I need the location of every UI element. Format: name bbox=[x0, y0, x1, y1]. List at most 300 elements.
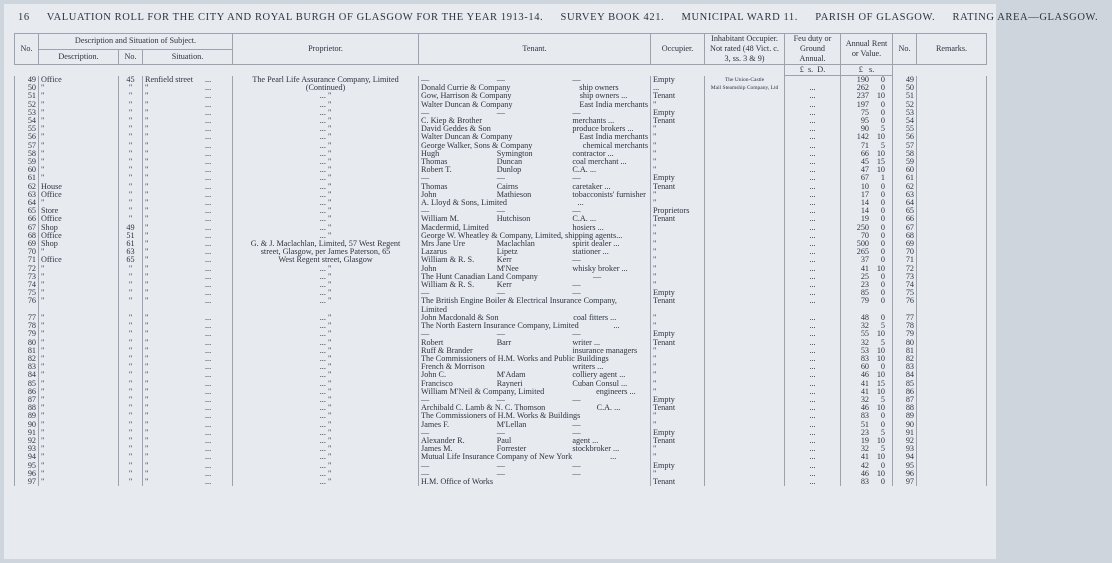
col-feu: Feu duty or Ground Annual. bbox=[785, 34, 841, 65]
row-number: 49 bbox=[15, 76, 39, 85]
row-proprietor: ... " bbox=[233, 207, 419, 215]
row-inhabitant bbox=[705, 289, 785, 297]
row-remarks bbox=[917, 142, 987, 150]
row-inhabitant bbox=[705, 306, 785, 314]
row-description: " bbox=[39, 142, 119, 150]
tenant-t3: — bbox=[572, 255, 581, 265]
row-proprietor: The Pearl Life Assurance Company, Limited bbox=[233, 76, 419, 85]
row-inhabitant bbox=[705, 330, 785, 338]
row-number: 69 bbox=[15, 240, 39, 248]
col-no: No. bbox=[15, 34, 39, 65]
col-proprietor: Proprietor. bbox=[233, 34, 419, 65]
row-proprietor: ... " bbox=[233, 404, 419, 412]
situation-text: " bbox=[145, 222, 149, 232]
row-proprietor: ... " bbox=[233, 339, 419, 347]
situation-dots: ... bbox=[205, 214, 212, 224]
situation-text: " bbox=[145, 239, 149, 249]
tenant-t3: — bbox=[572, 288, 581, 298]
row-remarks bbox=[917, 297, 987, 305]
row-description: " bbox=[39, 273, 119, 281]
rent-pounds: 71 bbox=[860, 140, 870, 150]
tenant-t3: whisky broker ... bbox=[572, 263, 628, 273]
row-remarks bbox=[917, 224, 987, 232]
situation-dots: ... bbox=[205, 296, 212, 306]
row-situation bbox=[143, 84, 233, 92]
row-remarks bbox=[917, 199, 987, 207]
row-description: Office bbox=[39, 191, 119, 199]
row-feu: ... bbox=[785, 84, 841, 92]
situation-dots: ... bbox=[205, 353, 212, 363]
tenant-t1: Hugh bbox=[421, 148, 440, 158]
row-number-right: 75 bbox=[893, 289, 917, 297]
tenant-t3: — bbox=[572, 74, 581, 84]
rent-shillings: 0 bbox=[880, 198, 886, 208]
row-situation bbox=[143, 240, 233, 248]
row-remarks bbox=[917, 240, 987, 248]
survey-book: SURVEY BOOK 421. bbox=[560, 12, 665, 23]
row-feu: ... bbox=[785, 462, 841, 470]
row-proprietor: ... " bbox=[233, 388, 419, 396]
tenant-t1: Mrs Jane Ure bbox=[421, 239, 466, 249]
table-row bbox=[15, 117, 987, 125]
row-situation bbox=[143, 232, 233, 240]
row-feu: ... bbox=[785, 207, 841, 215]
row-number: 87 bbox=[15, 396, 39, 404]
situation-dots: ... bbox=[205, 427, 212, 437]
row-street-number: " bbox=[119, 445, 143, 453]
tenant-t1: George Walker, Sons & Company bbox=[421, 140, 533, 150]
row-number-right: 74 bbox=[893, 281, 917, 289]
row-occupier: " bbox=[651, 240, 705, 248]
row-description: " bbox=[39, 363, 119, 371]
situation-dots: ... bbox=[205, 181, 212, 191]
row-number: 85 bbox=[15, 380, 39, 388]
row-inhabitant bbox=[705, 281, 785, 289]
row-description: " bbox=[39, 462, 119, 470]
row-description: " bbox=[39, 199, 119, 207]
tenant-t1: Macdermid, Limited bbox=[421, 222, 489, 232]
situation-text: " bbox=[145, 132, 149, 142]
row-proprietor: ... " bbox=[233, 470, 419, 478]
row-description: " bbox=[39, 371, 119, 379]
row-remarks bbox=[917, 445, 987, 453]
situation-dots: ... bbox=[205, 222, 212, 232]
row-description: " bbox=[39, 289, 119, 297]
row-situation bbox=[143, 101, 233, 109]
tenant-t1: The Commissioners of H.M. Works and Public Buildings bbox=[421, 353, 609, 363]
row-feu: ... bbox=[785, 297, 841, 305]
row-proprietor: ... " bbox=[233, 445, 419, 453]
row-remarks bbox=[917, 84, 987, 92]
tenant-t2: M'Adam bbox=[496, 370, 526, 380]
tenant-t1: James F. bbox=[421, 419, 450, 429]
row-proprietor: ... " bbox=[233, 330, 419, 338]
tenant-t1: Limited bbox=[421, 304, 447, 314]
rent-pounds: 47 bbox=[860, 165, 870, 175]
row-situation bbox=[143, 429, 233, 437]
situation-text: " bbox=[145, 198, 149, 208]
row-situation bbox=[143, 273, 233, 281]
row-occupier: " bbox=[651, 363, 705, 371]
row-situation bbox=[143, 92, 233, 100]
row-occupier: " bbox=[651, 158, 705, 166]
col-inhabitant: Inhabitant Occupier. Not rated (48 Vict. c. 3, ss. 3 & 9) bbox=[705, 34, 785, 65]
row-feu: ... bbox=[785, 330, 841, 338]
tenant-t2: Kerr bbox=[496, 255, 512, 265]
row-occupier: Empty bbox=[651, 289, 705, 297]
row-remarks bbox=[917, 166, 987, 174]
tenant-t3 bbox=[614, 412, 648, 420]
situation-text: " bbox=[145, 107, 149, 117]
row-number: 96 bbox=[15, 470, 39, 478]
row-remarks bbox=[917, 453, 987, 461]
row-tenant bbox=[419, 174, 651, 182]
row-proprietor: ... " bbox=[233, 347, 419, 355]
tenant-t3 bbox=[632, 297, 648, 305]
row-number: 61 bbox=[15, 174, 39, 182]
row-description: Shop bbox=[39, 224, 119, 232]
row-inhabitant bbox=[705, 297, 785, 305]
tenant-t3: — bbox=[572, 427, 581, 437]
row-street-number: " bbox=[119, 412, 143, 420]
row-proprietor: ... " bbox=[233, 380, 419, 388]
row-inhabitant bbox=[705, 421, 785, 429]
row-situation bbox=[143, 478, 233, 486]
row-proprietor: ... " bbox=[233, 273, 419, 281]
rent-shillings: 10 bbox=[876, 329, 886, 339]
row-description: " bbox=[39, 158, 119, 166]
situation-text: " bbox=[145, 165, 149, 175]
row-feu: ... bbox=[785, 232, 841, 240]
rent-pounds: 262 bbox=[856, 83, 870, 93]
row-tenant bbox=[419, 388, 651, 396]
row-number: 63 bbox=[15, 191, 39, 199]
row-number-right: 85 bbox=[893, 380, 917, 388]
situation-dots: ... bbox=[205, 444, 212, 454]
situation-text: " bbox=[145, 452, 149, 462]
situation-text: " bbox=[145, 230, 149, 240]
row-occupier: Tenant bbox=[651, 92, 705, 100]
tenant-t1: John bbox=[421, 189, 437, 199]
rent-pounds: 53 bbox=[860, 345, 870, 355]
row-proprietor: ... " bbox=[233, 453, 419, 461]
situation-dots: ... bbox=[205, 157, 212, 167]
row-number: 60 bbox=[15, 166, 39, 174]
row-inhabitant bbox=[705, 437, 785, 445]
row-remarks bbox=[917, 183, 987, 191]
situation-text: " bbox=[145, 312, 149, 322]
table-row bbox=[15, 355, 987, 363]
tenant-t2: Lipetz bbox=[496, 247, 518, 257]
row-occupier: Tenant bbox=[651, 183, 705, 191]
row-description: " bbox=[39, 437, 119, 445]
tenant-t3: stockbroker ... bbox=[572, 444, 620, 454]
rent-pounds: 66 bbox=[860, 148, 870, 158]
row-occupier: Tenant bbox=[651, 404, 705, 412]
tenant-t3: tobacconists' furnisher bbox=[572, 189, 646, 199]
tenant-t3: merchants ... bbox=[572, 116, 615, 126]
row-proprietor: ... " bbox=[233, 133, 419, 141]
tenant-t3: — bbox=[572, 329, 581, 339]
col-rent: Annual Rent or Value. bbox=[841, 34, 893, 65]
table-row bbox=[15, 215, 987, 223]
row-feu: ... bbox=[785, 355, 841, 363]
row-occupier: Tenant bbox=[651, 478, 705, 486]
tenant-t1: The Commissioners of H.M. Works & Buildings bbox=[421, 411, 581, 421]
row-occupier: " bbox=[651, 224, 705, 232]
row-street-number: " bbox=[119, 478, 143, 486]
tenant-t2: Barr bbox=[496, 337, 512, 347]
tenant-t1: John Macdonald & Son bbox=[421, 312, 499, 322]
table-row bbox=[15, 470, 987, 478]
row-feu: ... bbox=[785, 347, 841, 355]
situation-text: " bbox=[145, 427, 149, 437]
row-number-right: 92 bbox=[893, 437, 917, 445]
tenant-t1: — bbox=[421, 394, 430, 404]
rent-pounds: 19 bbox=[860, 214, 870, 224]
situation-dots: ... bbox=[205, 452, 212, 462]
row-proprietor: ... " bbox=[233, 314, 419, 322]
row-occupier: " bbox=[651, 166, 705, 174]
rent-pounds: 41 bbox=[860, 378, 870, 388]
row-situation bbox=[143, 158, 233, 166]
situation-text: " bbox=[145, 468, 149, 478]
row-occupier: Tenant bbox=[651, 437, 705, 445]
situation-dots: ... bbox=[205, 280, 212, 290]
tenant-t3: ship owners bbox=[579, 83, 619, 93]
situation-text: " bbox=[145, 255, 149, 265]
row-inhabitant bbox=[705, 117, 785, 125]
row-number: 64 bbox=[15, 199, 39, 207]
row-remarks bbox=[917, 347, 987, 355]
rent-pounds: 83 bbox=[860, 353, 870, 363]
rent-pounds: 23 bbox=[860, 427, 870, 437]
row-occupier: " bbox=[651, 265, 705, 273]
row-inhabitant bbox=[705, 412, 785, 420]
tenant-t1: H.M. Office of Works bbox=[421, 476, 494, 486]
row-street-number: 63 bbox=[119, 248, 143, 256]
rent-shillings: 1 bbox=[880, 173, 886, 183]
row-description: " bbox=[39, 314, 119, 322]
row-street-number: 61 bbox=[119, 240, 143, 248]
rent-shillings: 10 bbox=[876, 403, 886, 413]
row-feu: ... bbox=[785, 371, 841, 379]
tenant-t3: — bbox=[572, 206, 581, 216]
row-occupier: " bbox=[651, 314, 705, 322]
page-header bbox=[18, 12, 1099, 23]
row-proprietor: ... " bbox=[233, 142, 419, 150]
situation-text: " bbox=[145, 362, 149, 372]
row-occupier bbox=[651, 306, 705, 314]
row-proprietor: ... " bbox=[233, 265, 419, 273]
rating-area: RATING AREA—GLASGOW. bbox=[952, 12, 1099, 23]
rent-pounds: 14 bbox=[860, 198, 870, 208]
row-street-number: " bbox=[119, 142, 143, 150]
row-number: 78 bbox=[15, 322, 39, 330]
row-number: 92 bbox=[15, 437, 39, 445]
rent-shillings: 0 bbox=[880, 312, 886, 322]
row-street-number: " bbox=[119, 363, 143, 371]
row-remarks bbox=[917, 437, 987, 445]
rent-pounds: 237 bbox=[856, 91, 870, 101]
tenant-t1: Thomas bbox=[421, 157, 448, 167]
tenant-t2: — bbox=[496, 288, 505, 298]
row-number-right: 84 bbox=[893, 371, 917, 379]
row-number: 86 bbox=[15, 388, 39, 396]
row-tenant bbox=[419, 421, 651, 429]
row-situation bbox=[143, 174, 233, 182]
row-description: " bbox=[39, 265, 119, 273]
rent-pounds: 85 bbox=[860, 288, 870, 298]
tenant-t1: Alexander R. bbox=[421, 435, 465, 445]
situation-text: " bbox=[145, 444, 149, 454]
row-description: " bbox=[39, 92, 119, 100]
row-situation bbox=[143, 166, 233, 174]
row-tenant bbox=[419, 281, 651, 289]
row-remarks bbox=[917, 388, 987, 396]
tenant-t1: — bbox=[421, 460, 430, 470]
situation-dots: ... bbox=[205, 411, 212, 421]
row-tenant bbox=[419, 478, 651, 486]
row-situation bbox=[143, 306, 233, 314]
tenant-t2 bbox=[609, 355, 629, 363]
situation-text: " bbox=[145, 280, 149, 290]
row-street-number: " bbox=[119, 355, 143, 363]
situation-dots: ... bbox=[205, 321, 212, 331]
row-remarks bbox=[917, 470, 987, 478]
row-feu: ... bbox=[785, 404, 841, 412]
situation-text: " bbox=[145, 411, 149, 421]
row-number-right: 60 bbox=[893, 166, 917, 174]
tenant-t3: spirit dealer ... bbox=[572, 239, 620, 249]
tenant-t2 bbox=[497, 478, 573, 486]
row-proprietor: ... " bbox=[233, 355, 419, 363]
row-occupier: Empty bbox=[651, 396, 705, 404]
row-number: 58 bbox=[15, 150, 39, 158]
rent-shillings: 10 bbox=[876, 148, 886, 158]
row-number: 88 bbox=[15, 404, 39, 412]
row-number: 97 bbox=[15, 478, 39, 486]
row-feu: ... bbox=[785, 166, 841, 174]
rent-shillings: 5 bbox=[880, 337, 886, 347]
row-description: Office bbox=[39, 215, 119, 223]
tenant-t1: French & Morrison bbox=[421, 362, 485, 372]
row-situation bbox=[143, 404, 233, 412]
row-number-right: 94 bbox=[893, 453, 917, 461]
row-feu: ... bbox=[785, 388, 841, 396]
row-feu: ... bbox=[785, 248, 841, 256]
tenant-t1: Gow, Harrison & Company bbox=[421, 91, 512, 101]
row-street-number: " bbox=[119, 297, 143, 305]
row-number: 89 bbox=[15, 412, 39, 420]
situation-dots: ... bbox=[205, 239, 212, 249]
rent-shillings: 10 bbox=[876, 468, 886, 478]
row-inhabitant bbox=[705, 429, 785, 437]
tenant-t2: — bbox=[496, 206, 505, 216]
row-situation bbox=[143, 437, 233, 445]
row-description: " bbox=[39, 380, 119, 388]
row-feu: ... bbox=[785, 453, 841, 461]
tenant-t2 bbox=[511, 92, 579, 100]
row-number-right: 49 bbox=[893, 76, 917, 85]
tenant-t3: chemical merchants bbox=[582, 140, 649, 150]
rent-pounds: 95 bbox=[860, 116, 870, 126]
row-street-number: " bbox=[119, 462, 143, 470]
row-inhabitant bbox=[705, 453, 785, 461]
tenant-t3 bbox=[572, 478, 648, 486]
row-situation bbox=[143, 412, 233, 420]
row-remarks bbox=[917, 232, 987, 240]
rent-pounds: 46 bbox=[860, 403, 870, 413]
row-description: " bbox=[39, 404, 119, 412]
rent-shillings: 0 bbox=[880, 230, 886, 240]
tenant-t1: Francisco bbox=[421, 378, 453, 388]
rent-shillings: 0 bbox=[880, 411, 886, 421]
col-description: Description. bbox=[39, 49, 119, 65]
situation-text: " bbox=[145, 370, 149, 380]
row-inhabitant bbox=[705, 462, 785, 470]
rent-shillings: 10 bbox=[876, 370, 886, 380]
situation-dots: ... bbox=[205, 107, 212, 117]
tenant-t2: Cairns bbox=[496, 181, 519, 191]
row-remarks bbox=[917, 215, 987, 223]
row-description: " bbox=[39, 166, 119, 174]
row-occupier: " bbox=[651, 191, 705, 199]
tenant-t2 bbox=[512, 101, 579, 109]
rent-shillings: 0 bbox=[880, 255, 886, 265]
row-description: " bbox=[39, 101, 119, 109]
row-description: " bbox=[39, 281, 119, 289]
row-inhabitant bbox=[705, 240, 785, 248]
row-inhabitant bbox=[705, 232, 785, 240]
row-proprietor: ... " bbox=[233, 429, 419, 437]
situation-dots: ... bbox=[205, 198, 212, 208]
rent-shillings: 0 bbox=[880, 247, 886, 257]
row-feu: ... bbox=[785, 322, 841, 330]
situation-text: " bbox=[145, 206, 149, 216]
row-situation bbox=[143, 281, 233, 289]
tenant-t2: Dunlop bbox=[496, 165, 522, 175]
row-feu: ... bbox=[785, 224, 841, 232]
rent-shillings: 0 bbox=[880, 362, 886, 372]
row-situation bbox=[143, 462, 233, 470]
row-remarks bbox=[917, 371, 987, 379]
situation-dots: ... bbox=[205, 148, 212, 158]
tenant-t1: — bbox=[421, 206, 430, 216]
row-situation bbox=[143, 347, 233, 355]
row-tenant bbox=[419, 166, 651, 174]
row-proprietor: ... " bbox=[233, 478, 419, 486]
row-occupier: Empty bbox=[651, 76, 705, 85]
row-number: 82 bbox=[15, 355, 39, 363]
roll-page bbox=[4, 4, 1099, 559]
situation-dots: ... bbox=[205, 173, 212, 183]
row-number-right: 50 bbox=[893, 84, 917, 92]
tenant-t2: Mathieson bbox=[496, 189, 532, 199]
rent-shillings: 0 bbox=[880, 288, 886, 298]
situation-text: " bbox=[145, 386, 149, 396]
row-occupier: Tenant bbox=[651, 297, 705, 305]
page-number: 16 bbox=[18, 12, 30, 23]
row-occupier: Empty bbox=[651, 330, 705, 338]
situation-text: " bbox=[145, 476, 149, 486]
rent-pounds: 48 bbox=[860, 312, 870, 322]
row-proprietor: ... " bbox=[233, 462, 419, 470]
row-inhabitant bbox=[705, 92, 785, 100]
row-feu: ... bbox=[785, 281, 841, 289]
row-proprietor: ... " bbox=[233, 437, 419, 445]
row-number: 57 bbox=[15, 142, 39, 150]
